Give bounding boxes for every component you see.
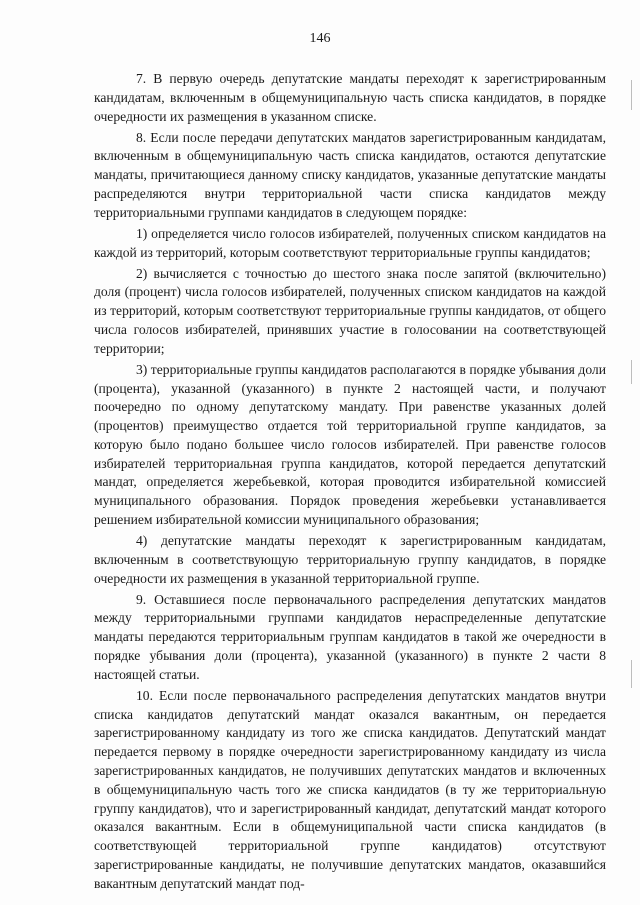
scan-edge-mark	[631, 660, 632, 688]
paragraph-8-item-1: 1) определяется число голосов избирателей, полученных списком кандидатов на каждой из территорий, которым соответствуют территориальные группы кандидатов;	[94, 225, 606, 260]
paragraph-9: 9. Оставшиеся после первоначального распределения депутатских мандатов между территориальными группами кандидатов нераспределенные депутатские мандаты передаются территориальным группам кандидатов в такой же очередности в порядке убывания доли (процента), указанной (указанного) в пункте 2 части 8 настоящей статьи.	[94, 591, 606, 682]
paragraph-10: 10. Если после первоначального распределения депутатских мандатов внутри списка кандидатов депутатский мандат оказался вакантным, он передается зарегистрированному кандидату из того же списка кандидатов. Депутатский мандат передается первому в порядке очередности зарегистрированному кандидату из числа зарегистрированных кандидатов, не получивших депутатских мандатов и включенных в общемуниципальную часть того же списка кандидатов (в ту же территориальную группу кандидатов), что и зарегистрированный кандидат, депутатский мандат которого оказался вакантным. Если в общемуниципальной части списка кандидатов (в соответствующей территориальной группе кандидатов) отсутствуют зарегистрированные кандидаты, не получившие депутатских мандатов, оказавшийся вакантным депутатский мандат под-	[94, 687, 606, 891]
paragraph-8: 8. Если после передачи депутатских мандатов зарегистрированным кандидатам, включенным в общемуниципальную часть списка кандидатов, остаются депутатские мандаты, причитающиеся данному списку кандидатов, указанные депутатские мандаты распределяются внутри территориальной части списка кандидатов между территориальными группами кандидатов в следующем порядке:	[94, 129, 606, 220]
scan-edge-mark	[631, 360, 632, 384]
paragraph-8-item-2: 2) вычисляется с точностью до шестого знака после запятой (включительно) доля (процент) числа голосов избирателей, полученных списком кандидатов на каждой из территорий, которым соответствуют территориальные группы кандидатов, от общего числа голосов избирателей, принявших участие в голосовании на соответствующей территории;	[94, 265, 606, 356]
paragraph-8-item-3: 3) территориальные группы кандидатов располагаются в порядке убывания доли (процента), указанной (указанного) в пункте 2 настоящей части, и получают поочередно по одному депутатскому мандату. При равенстве указанных долей (процентов) преимущество отдается той территориальной группе кандидатов, за которую было подано большее число голосов избирателей. При равенстве голосов избирателей территориальная группа кандидатов, которой передается депутатский мандат, определяется жеребьевкой, которая проводится избирательной комиссией муниципального образования. Порядок проведения жеребьевки устанавливается решением избирательной комиссии муниципального образования;	[94, 361, 606, 528]
scan-edge-mark	[631, 80, 632, 110]
document-body	[94, 70, 606, 896]
paragraph-8-item-4: 4) депутатские мандаты переходят к зарегистрированным кандидатам, включенным в соответствующую территориальную группу кандидатов, в порядке очередности их размещения в указанной территориальной группе.	[94, 533, 606, 586]
paragraph-7: 7. В первую очередь депутатские мандаты переходят к зарегистрированным кандидатам, включенным в общемуниципальную часть списка кандидатов, в порядке очередности их размещения в указанном списке.	[94, 71, 606, 124]
page-number: 146	[309, 31, 331, 46]
